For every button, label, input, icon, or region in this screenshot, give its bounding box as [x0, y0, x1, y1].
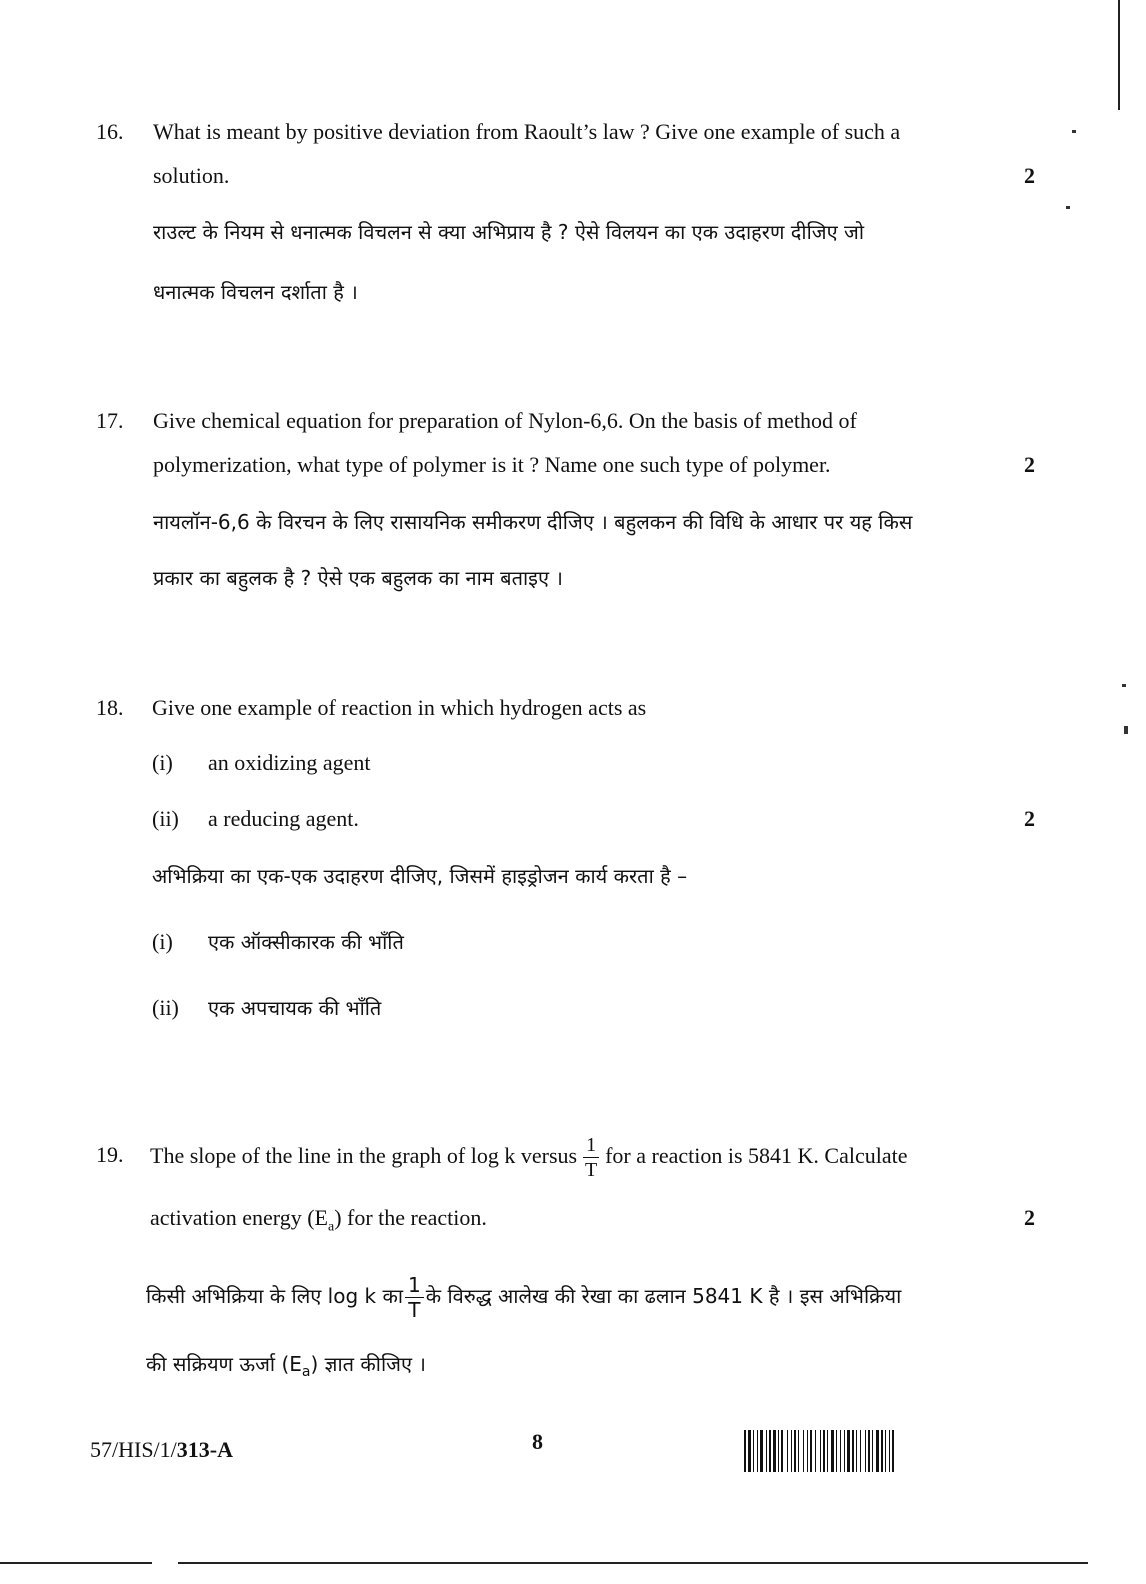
- q18-item-i-text: an oxidizing agent: [208, 750, 371, 775]
- q19-hindi-line2-start: की सक्रियण ऊर्जा (E: [146, 1352, 302, 1376]
- scan-mark: [1066, 206, 1070, 209]
- q19-hindi-line2-end: ) ज्ञात कीजिए ।: [310, 1352, 426, 1376]
- q19-fraction-numerator: 1: [583, 1135, 599, 1158]
- q16-hindi-line1: राउल्ट के नियम से धनात्मक विचलन से क्या अभिप्राय है ? ऐसे विलयन का एक उदाहरण दीजिए जो: [153, 220, 865, 244]
- q19-english-line1-start: The slope of the line in the graph of log k versus: [150, 1143, 578, 1168]
- q16-english-line1: What is meant by positive deviation from Raoult’s law ? Give one example of such a: [153, 119, 901, 144]
- paper-code: [90, 1436, 233, 1464]
- q18-hindi-item-ii-label: (ii): [152, 995, 179, 1020]
- q18-hindi-item-i-text: एक ऑक्सीकारक की भाँति: [208, 930, 404, 954]
- q19-english-line2-start: activation energy (E: [150, 1205, 328, 1230]
- paper-code-prefix: 57/HIS/1/: [90, 1437, 177, 1462]
- q19-english-line2: [150, 1204, 487, 1241]
- q19-hindi-line1-end: के विरुद्ध आलेख की रेखा का ढलान 5841 K है । इस अभिक्रिया: [425, 1284, 902, 1308]
- q18-marks: 2: [1024, 806, 1035, 831]
- q17-hindi-line1: नायलॉन-6,6 के विरचन के लिए रासायनिक समीकरण दीजिए । बहुलकन की विधि के आधार पर यह किस: [153, 510, 913, 534]
- bottom-line-left: [0, 1562, 152, 1564]
- q17-marks: 2: [1024, 452, 1035, 477]
- q19-english-line1-end: for a reaction is 5841 K. Calculate: [605, 1143, 908, 1168]
- q19-hindi-line1-start: किसी अभिक्रिया के लिए log k का: [146, 1284, 403, 1308]
- q19-english-line2-end: ) for the reaction.: [334, 1205, 487, 1230]
- q17-number: 17.: [96, 408, 124, 433]
- q19-hindi-fraction: [405, 1275, 424, 1320]
- q16-english-line2: solution.: [153, 163, 230, 188]
- q19-fraction-denominator: T: [584, 1159, 598, 1182]
- q18-item-i-label: (i): [152, 750, 173, 775]
- barcode: [744, 1430, 898, 1472]
- q19-marks: 2: [1024, 1205, 1035, 1230]
- q17-english-line1: Give chemical equation for preparation of Nylon-6,6. On the basis of method of: [153, 408, 857, 433]
- right-edge-line: [1118, 0, 1120, 110]
- scan-mark: [1122, 684, 1126, 687]
- q16-hindi-line2: धनात्मक विचलन दर्शाता है ।: [153, 280, 358, 304]
- q18-item-ii-text: a reducing agent.: [208, 806, 359, 831]
- q19-hindi-subscript: a: [301, 1364, 311, 1380]
- q19-english-line1: [150, 1128, 907, 1184]
- q19-hindi-fraction-numerator: 1: [405, 1275, 424, 1298]
- q17-hindi-line2: प्रकार का बहुलक है ? ऐसे एक बहुलक का नाम बताइए ।: [153, 566, 563, 590]
- page-number: 8: [532, 1429, 543, 1454]
- q18-hindi-intro: अभिक्रिया का एक-एक उदाहरण दीजिए, जिसमें हाइड्रोजन कार्य करता है –: [152, 864, 688, 888]
- q18-hindi-item-i-label: (i): [152, 929, 173, 954]
- scan-mark: [1072, 130, 1076, 133]
- q18-hindi-item-ii-text: एक अपचायक की भाँति: [208, 996, 382, 1020]
- q19-english-subscript: a: [327, 1219, 335, 1235]
- bottom-line-right: [178, 1562, 1088, 1564]
- q16-number: 16.: [96, 119, 124, 144]
- q19-hindi-line1: [146, 1268, 901, 1324]
- q18-english-intro: Give one example of reaction in which hydrogen acts as: [152, 695, 647, 720]
- q19-hindi-fraction-denominator: T: [408, 1298, 421, 1322]
- q17-english-line2: polymerization, what type of polymer is it ? Name one such type of polymer.: [153, 452, 831, 477]
- scan-mark: [1124, 726, 1128, 734]
- q19-number: 19.: [96, 1142, 124, 1167]
- q19-fraction: [583, 1135, 599, 1180]
- q16-marks: 2: [1024, 163, 1035, 188]
- q18-item-ii-label: (ii): [152, 806, 179, 831]
- q18-number: 18.: [96, 695, 124, 720]
- paper-code-bold: 313-A: [176, 1437, 234, 1462]
- barcode-gap: [894, 1430, 898, 1472]
- q19-hindi-line2: [146, 1350, 426, 1386]
